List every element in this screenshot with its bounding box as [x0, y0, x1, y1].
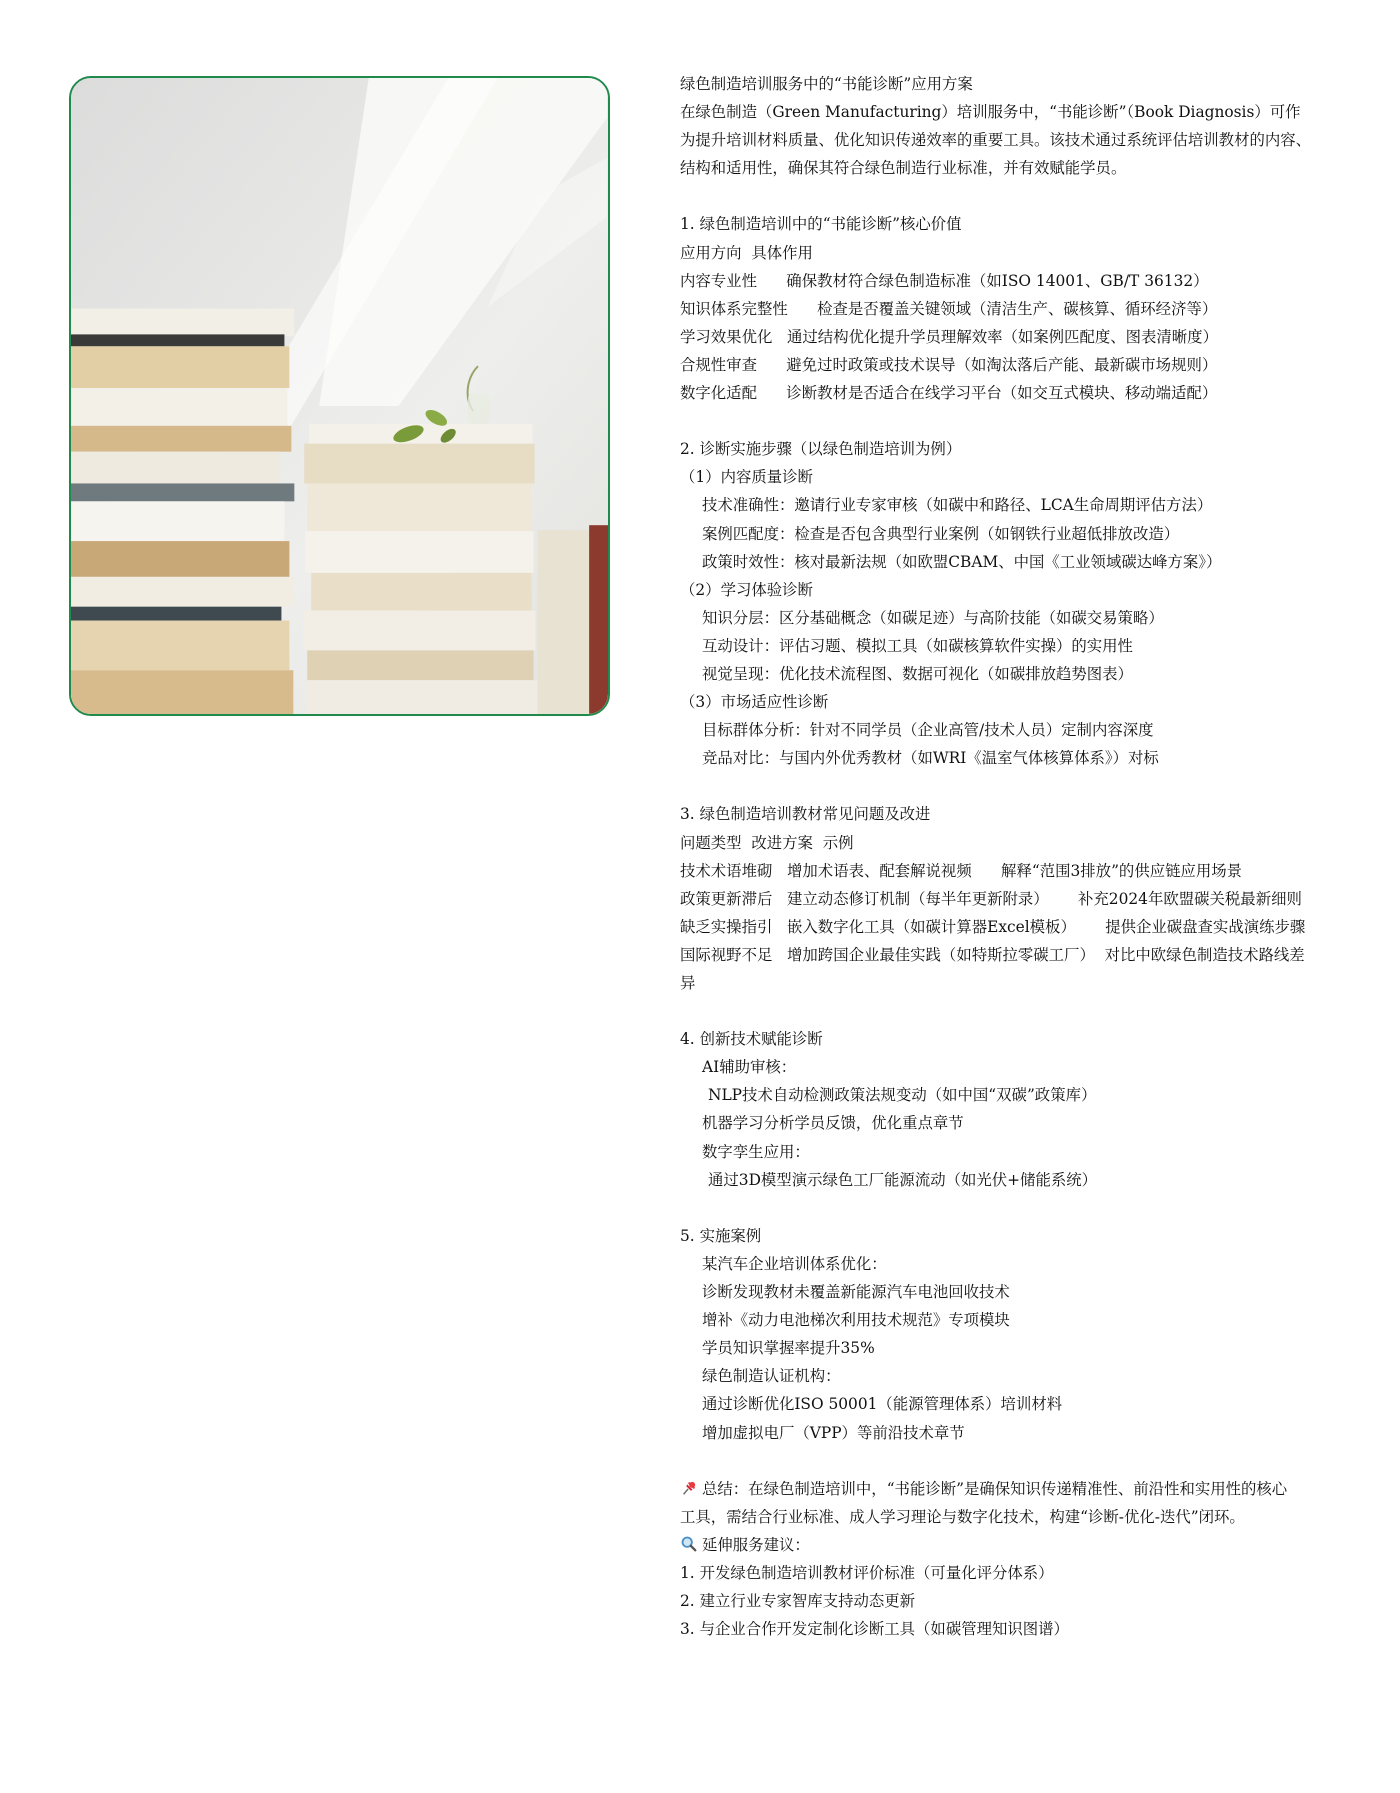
section-1-table-header: 应用方向 具体作用 — [680, 243, 813, 262]
extension-item: 1. 开发绿色制造培训教材评价标准（可量化评分体系） — [680, 1563, 1054, 1582]
section-2-item: 知识分层：区分基础概念（如碳足迹）与高阶技能（如碳交易策略） — [702, 608, 1164, 627]
section-4-line: 通过3D模型演示绿色工厂能源流动（如光伏+储能系统） — [708, 1170, 1098, 1189]
section-1-row: 知识体系完整性 检查是否覆盖关键领域（清洁生产、碳核算、循环经济等） — [680, 299, 1218, 318]
extension-heading: 延伸服务建议： — [702, 1535, 810, 1554]
section-1-row: 内容专业性 确保教材符合绿色制造标准（如ISO 14001、GB/T 36132） — [680, 271, 1209, 290]
section-3-row: 异 — [680, 974, 696, 992]
section-2-item: 竞品对比：与国内外优秀教材（如WRI《温室气体核算体系》）对标 — [702, 749, 1159, 768]
section-5-line: 某汽车企业培训体系优化： — [702, 1254, 887, 1273]
section-2-item: 政策时效性：核对最新法规（如欧盟CBAM、中国《工业领域碳达峰方案》） — [702, 552, 1222, 571]
section-2-group-title: （1）内容质量诊断 — [680, 468, 813, 487]
document-title: 绿色制造培训服务中的“书能诊断”应用方案 — [680, 75, 973, 93]
section-5-line: 增加虚拟电厂（VPP）等前沿技术章节 — [702, 1423, 965, 1442]
section-3-row: 政策更新滞后 建立动态修订机制（每半年更新附录） 补充2024年欧盟碳关税最新细则 — [680, 889, 1302, 908]
section-3-row: 技术术语堆砌 增加术语表、配套解说视频 解释“范围3排放”的供应链应用场景 — [680, 861, 1243, 880]
section-3-heading: 3. 绿色制造培训教材常见问题及改进 — [680, 805, 931, 824]
section-5-line: 诊断发现教材未覆盖新能源汽车电池回收技术 — [702, 1283, 1010, 1302]
pushpin-icon — [680, 1479, 698, 1497]
section-2-item: 案例匹配度：检查是否包含典型行业案例（如钢铁行业超低排放改造） — [702, 524, 1180, 543]
section-5-heading: 5. 实施案例 — [680, 1226, 762, 1245]
section-2-item: 目标群体分析：针对不同学员（企业高管/技术人员）定制内容深度 — [702, 721, 1154, 740]
section-4-line: 机器学习分析学员反馈，优化重点章节 — [702, 1114, 964, 1133]
section-1-row: 学习效果优化 通过结构优化提升学员理解效率（如案例匹配度、图表清晰度） — [680, 327, 1218, 346]
section-3-row: 国际视野不足 增加跨国企业最佳实践（如特斯拉零碳工厂） 对比中欧绿色制造技术路线差 — [680, 945, 1305, 964]
section-2-item: 视觉呈现：优化技术流程图、数据可视化（如碳排放趋势图表） — [702, 664, 1133, 683]
section-2-heading: 2. 诊断实施步骤（以绿色制造培训为例） — [680, 440, 962, 459]
document-body — [680, 70, 1340, 1643]
intro-line: 结构和适用性，确保其符合绿色制造行业标准，并有效赋能学员。 — [680, 159, 1127, 178]
section-4-line: AI辅助审核： — [702, 1058, 797, 1077]
section-2-item: 技术准确性：邀请行业专家审核（如碳中和路径、LCA生命周期评估方法） — [702, 496, 1213, 515]
section-1-row: 数字化适配 诊断教材是否适合在线学习平台（如交互式模块、移动端适配） — [680, 384, 1218, 403]
extension-item: 3. 与企业合作开发定制化诊断工具（如碳管理知识图谱） — [680, 1620, 1069, 1639]
section-1-heading: 1. 绿色制造培训中的“书能诊断”核心价值 — [680, 215, 962, 234]
intro-line: 为提升培训材料质量、优化知识传递效率的重要工具。该技术通过系统评估培训教材的内容、 — [680, 131, 1312, 150]
magnifier-icon — [680, 1535, 698, 1553]
section-3-table-header: 问题类型 改进方案 示例 — [680, 833, 854, 852]
book-stack-photo — [69, 76, 610, 716]
book-stack-illustration — [71, 78, 608, 714]
section-2-group-title: （2）学习体验诊断 — [680, 580, 813, 599]
intro-line: 在绿色制造（Green Manufacturing）培训服务中，“书能诊断”（Book Diagnosis）可作 — [680, 103, 1301, 122]
section-4-line: 数字孪生应用： — [702, 1142, 810, 1161]
section-5-line: 绿色制造认证机构： — [702, 1367, 841, 1386]
section-5-line: 通过诊断优化ISO 50001（能源管理体系）培训材料 — [702, 1395, 1063, 1414]
section-2-group-title: （3）市场适应性诊断 — [680, 693, 829, 712]
summary-line: 工具，需结合行业标准、成人学习理论与数字化技术，构建“诊断-优化-迭代”闭环。 — [680, 1507, 1245, 1526]
extension-heading-line — [680, 1531, 1340, 1559]
section-4-line: NLP技术自动检测政策法规变动（如中国“双碳”政策库） — [708, 1086, 1097, 1105]
section-4-heading: 4. 创新技术赋能诊断 — [680, 1030, 823, 1049]
extension-item: 2. 建立行业专家智库支持动态更新 — [680, 1592, 916, 1611]
section-3-row: 缺乏实操指引 嵌入数字化工具（如碳计算器Excel模板） 提供企业碳盘查实战演练步骤 — [680, 917, 1306, 936]
section-5-line: 增补《动力电池梯次利用技术规范》专项模块 — [702, 1311, 1010, 1330]
section-2-item: 互动设计：评估习题、模拟工具（如碳核算软件实操）的实用性 — [702, 636, 1133, 655]
summary-line — [680, 1475, 1340, 1503]
section-5-line: 学员知识掌握率提升35% — [702, 1339, 875, 1358]
summary-text: 总结：在绿色制造培训中，“书能诊断”是确保知识传递精准性、前沿性和实用性的核心 — [702, 1479, 1288, 1498]
section-1-row: 合规性审查 避免过时政策或技术误导（如淘汰落后产能、最新碳市场规则） — [680, 355, 1218, 374]
